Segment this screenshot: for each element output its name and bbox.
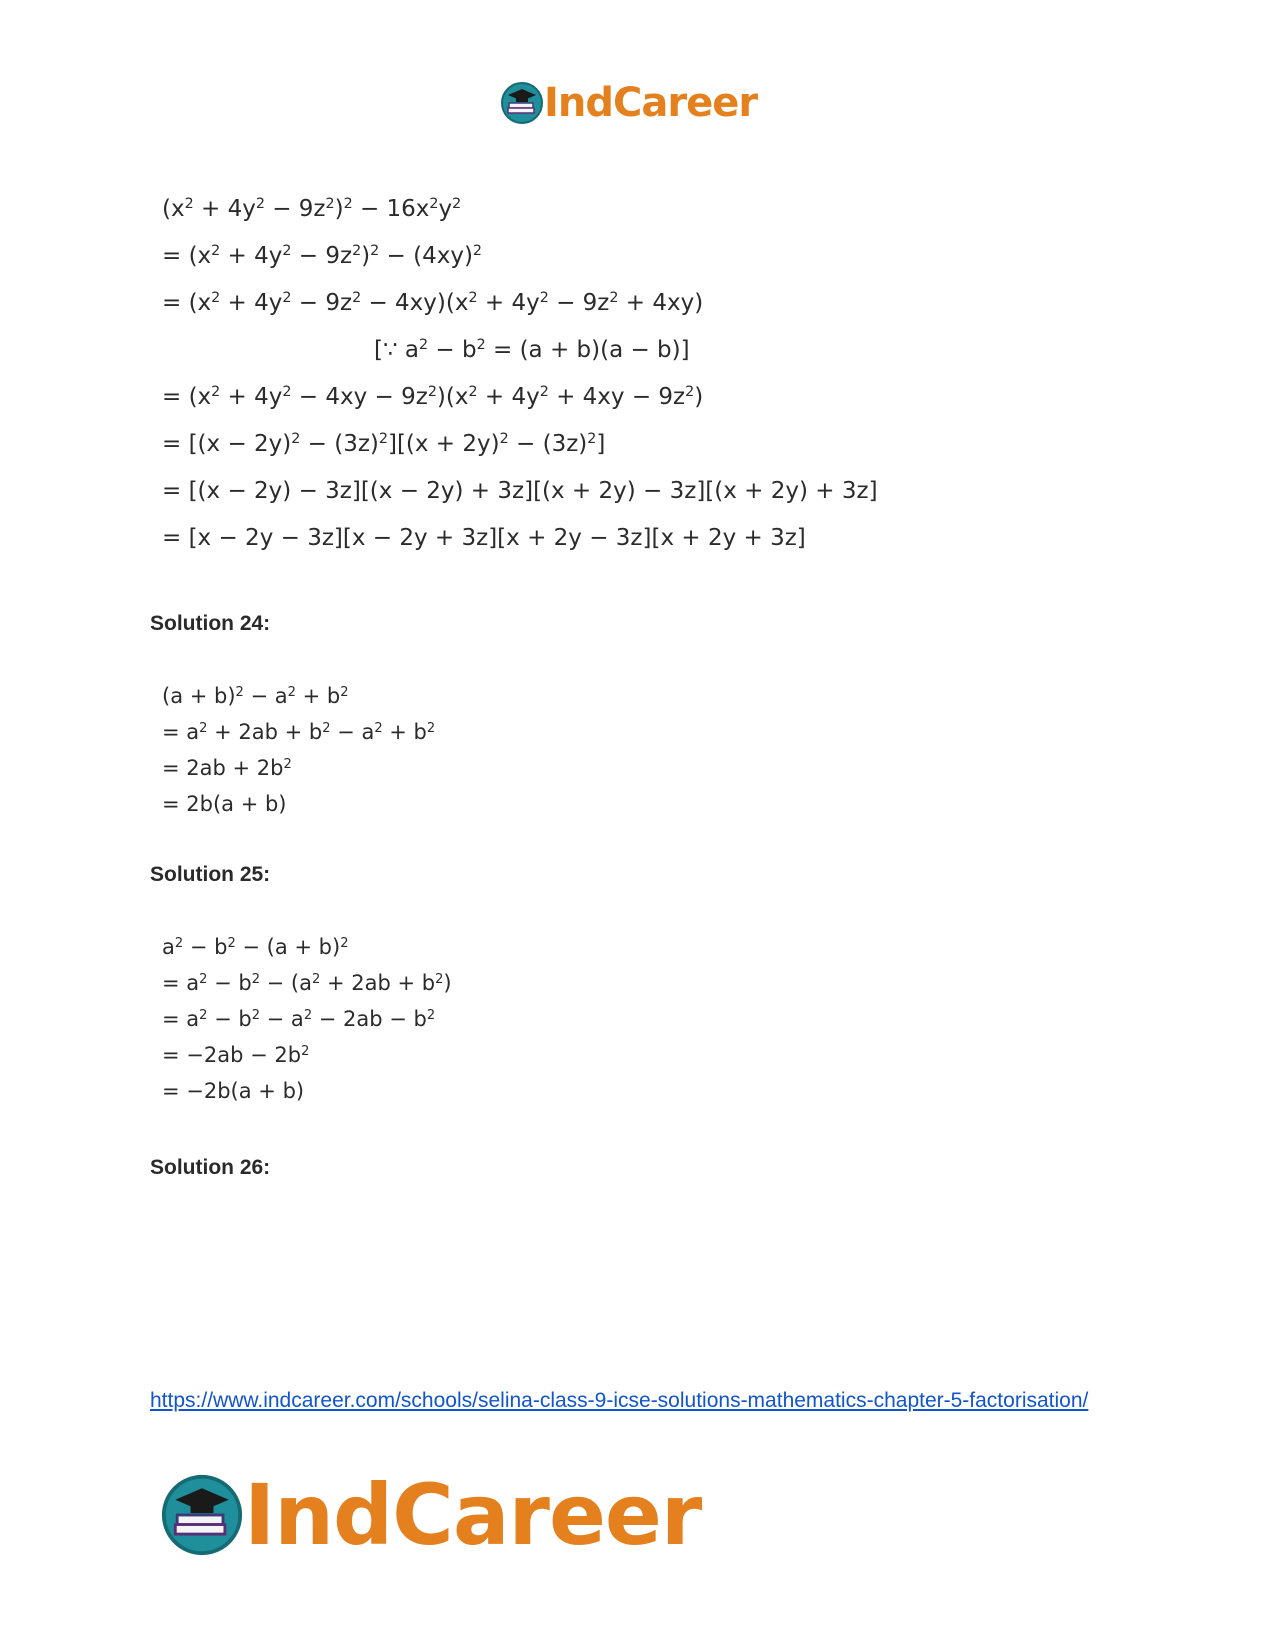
equation-line: = −2b(a + b) xyxy=(162,1079,305,1103)
equation-line: = $(x^2 + 4y^2 - 4xy - 9z^2)(x^2 + 4y^2 + 4xy - 9z^2)$ xyxy=(162,384,704,410)
logo-wordmark: IndCareer xyxy=(244,1466,702,1564)
solution-26-heading: Solution 26: xyxy=(150,1156,271,1179)
equation-line: $(x^2 + 4y^2 - 9z^2)^2 - 16x^2y^2$ xyxy=(162,196,462,222)
equation-line: = 2b(a + b) xyxy=(162,792,287,816)
equation-block-factorisation xyxy=(162,186,878,562)
graduation-cap-book-icon xyxy=(160,1473,244,1557)
solution-25-heading: Solution 25: xyxy=(150,863,271,886)
equation-line: = $a^2 - b^2 - a^2 - 2ab - b^2$ xyxy=(162,1007,436,1031)
equation-line: = $2ab + 2b^2$ xyxy=(162,756,292,780)
equation-line: = [x − 2y − 3z][x − 2y + 3z][x + 2y − 3z][x + 2y + 3z] xyxy=(162,525,806,551)
footer-logo xyxy=(160,1465,701,1565)
logo-wordmark: IndCareer xyxy=(544,80,758,126)
equation-line: = [(x − 2y) − 3z][(x − 2y) + 3z][(x + 2y) − 3z][(x + 2y) + 3z] xyxy=(162,478,878,504)
equation-line: = $(x^2 + 4y^2 - 9z^2 - 4xy)(x^2 + 4y^2 - 9z^2 + 4xy)$ xyxy=(162,290,704,316)
equation-line: = $-2ab - 2b^2$ xyxy=(162,1043,310,1067)
equation-line: = $a^2 - b^2 - (a^2 + 2ab + b^2)$ xyxy=(162,971,452,995)
equation-line: = $a^2 + 2ab + b^2 - a^2 + b^2$ xyxy=(162,720,436,744)
solution-24-equations xyxy=(162,678,435,822)
solution-24-heading: Solution 24: xyxy=(150,612,271,635)
equation-line: $(a + b)^2 - a^2 + b^2$ xyxy=(162,684,349,708)
solution-25-equations xyxy=(162,929,452,1109)
equation-line: = $[(x - 2y)^2 - (3z)^2][(x + 2y)^2 - (3z)^2]$ xyxy=(162,431,606,457)
graduation-cap-book-icon xyxy=(500,81,544,125)
equation-line: = $(x^2 + 4y^2 - 9z^2)^2 - (4xy)^2$ xyxy=(162,243,482,269)
header-logo xyxy=(500,78,757,128)
equation-line-identity: [∵ $a^2 - b^2 = (a + b)(a - b)$] xyxy=(374,337,690,363)
source-url-link[interactable]: https://www.indcareer.com/schools/selina-class-9-icse-solutions-mathematics-chapter-5-factorisation/ xyxy=(150,1389,1089,1412)
equation-line: $a^2 - b^2 - (a + b)^2$ xyxy=(162,935,349,959)
